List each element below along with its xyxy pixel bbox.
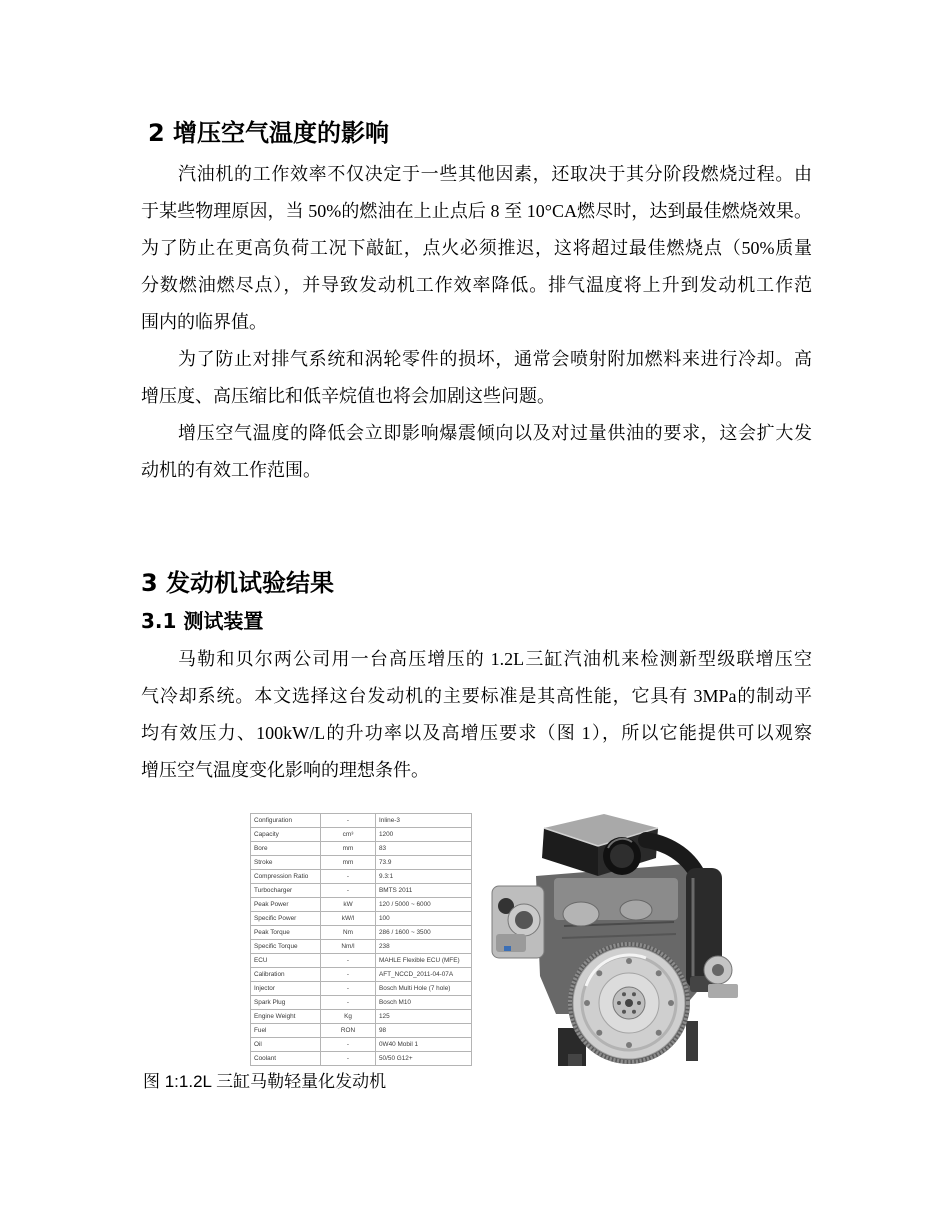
flywheel-hole <box>656 970 662 976</box>
table-cell-parameter: Spark Plug <box>251 996 321 1010</box>
table-cell-unit: - <box>321 968 376 982</box>
engine-mount <box>686 1021 698 1061</box>
table-cell-parameter: Calibration <box>251 968 321 982</box>
table-cell-parameter: Oil <box>251 1038 321 1052</box>
paragraph-line: 增压空气温度的降低会立即影响爆震倾向以及对过量供油的要求，这会扩大发 <box>178 423 812 443</box>
table-cell-value: 125 <box>376 1010 472 1024</box>
table-row <box>251 898 472 912</box>
table-cell-value: Inline-3 <box>376 814 472 828</box>
intake-hose-inner <box>610 844 634 868</box>
section-body <box>141 156 812 489</box>
flywheel-hole <box>596 970 602 976</box>
table-row <box>251 954 472 968</box>
table-cell-value: BMTS 2011 <box>376 884 472 898</box>
table-cell-unit: mm <box>321 842 376 856</box>
table-cell-value: AFT_NCCD_2011-04-07A <box>376 968 472 982</box>
table-row <box>251 884 472 898</box>
table-row <box>251 856 472 870</box>
table-cell-parameter: Peak Torque <box>251 926 321 940</box>
flywheel-bolt <box>617 1001 621 1005</box>
flywheel-bolt <box>637 1001 641 1005</box>
table-cell-parameter: Configuration <box>251 814 321 828</box>
table-cell-value: 0W40 Mobil 1 <box>376 1038 472 1052</box>
wastegate-bracket <box>708 984 738 998</box>
section-heading: 3 发动机试验结果 <box>141 569 335 597</box>
table-row <box>251 982 472 996</box>
paragraph-line: 均有效压力、100kW/L的升功率以及高增压要求（图 1），所以它能提供可以观察 <box>141 723 812 743</box>
paragraph-line: 气冷却系统。本文选择这台发动机的主要标准是其高性能，它具有 3MPa的制动平 <box>141 686 812 706</box>
table-cell-unit: - <box>321 884 376 898</box>
subsection-heading: 3.1 测试装置 <box>141 609 264 633</box>
engine-photo <box>486 806 748 1070</box>
flywheel-hole <box>656 1030 662 1036</box>
figure-caption: 图 1:1.2L 三缸马勒轻量化发动机 <box>143 1072 387 1091</box>
table-cell-parameter: Injector <box>251 982 321 996</box>
table-cell-value: 83 <box>376 842 472 856</box>
table-cell-value: 100 <box>376 912 472 926</box>
table-cell-unit: - <box>321 996 376 1010</box>
flywheel-hole <box>668 1000 674 1006</box>
table-cell-value: Bosch Multi Hole (7 hole) <box>376 982 472 996</box>
flywheel-hole <box>626 958 632 964</box>
table-cell-parameter: Compression Ratio <box>251 870 321 884</box>
table-cell-parameter: Peak Power <box>251 898 321 912</box>
table-row <box>251 926 472 940</box>
section-body <box>141 641 812 789</box>
table-cell-parameter: Turbocharger <box>251 884 321 898</box>
table-cell-unit: - <box>321 870 376 884</box>
section-heading: 2 增压空气温度的影响 <box>148 119 390 147</box>
paragraph-line: 增压度、高压缩比和低辛烷值也将会加剧这些问题。 <box>141 386 555 406</box>
paragraph-line: 汽油机的工作效率不仅决定于一些其他因素，还取决于其分阶段燃烧过程。由 <box>178 164 812 184</box>
table-cell-parameter: Specific Torque <box>251 940 321 954</box>
table-cell-parameter: Coolant <box>251 1052 321 1066</box>
table-cell-value: MAHLE Flexible ECU (MFE) <box>376 954 472 968</box>
spec-table <box>250 813 472 1066</box>
wastegate-center <box>712 964 724 976</box>
table-row <box>251 1038 472 1052</box>
table-cell-value: 9.3:1 <box>376 870 472 884</box>
flywheel-hole <box>596 1030 602 1036</box>
table-cell-unit: mm <box>321 856 376 870</box>
table-cell-unit: - <box>321 1038 376 1052</box>
table-cell-unit: Nm/l <box>321 940 376 954</box>
table-cell-unit: - <box>321 814 376 828</box>
flywheel-bolt <box>632 1010 636 1014</box>
table-cell-unit: - <box>321 1052 376 1066</box>
table-row <box>251 996 472 1010</box>
table-row <box>251 940 472 954</box>
table-cell-value: 120 / 5000 ~ 6000 <box>376 898 472 912</box>
table-cell-parameter: Engine Weight <box>251 1010 321 1024</box>
paragraph <box>141 156 812 341</box>
table-cell-unit: Nm <box>321 926 376 940</box>
flywheel-hole <box>626 1042 632 1048</box>
table-row <box>251 912 472 926</box>
intake-runner <box>620 900 652 920</box>
table-cell-value: 50/50 G12+ <box>376 1052 472 1066</box>
paragraph <box>141 341 812 415</box>
table-cell-unit: - <box>321 954 376 968</box>
paragraph <box>141 415 812 489</box>
table-cell-parameter: Stroke <box>251 856 321 870</box>
table-cell-value: 98 <box>376 1024 472 1038</box>
flywheel-center-bore <box>625 999 633 1007</box>
table-row <box>251 1052 472 1066</box>
table-cell-value: 238 <box>376 940 472 954</box>
table-row <box>251 1010 472 1024</box>
table-row <box>251 870 472 884</box>
table-cell-value: 1200 <box>376 828 472 842</box>
connector <box>504 946 511 951</box>
paragraph-line: 马勒和贝尔两公司用一台高压增压的 1.2L三缸汽油机来检测新型级联增压空 <box>178 649 812 669</box>
table-cell-unit: cm³ <box>321 828 376 842</box>
paragraph-line: 为了防止在更高负荷工况下敲缸，点火必须推迟，这将超过最佳燃烧点（50%质量 <box>141 238 812 258</box>
paragraph-line: 动机的有效工作范围。 <box>141 460 321 480</box>
table-cell-value: 73.9 <box>376 856 472 870</box>
flywheel-bolt <box>632 992 636 996</box>
table-cell-unit: kW <box>321 898 376 912</box>
throttle-bore <box>515 911 533 929</box>
engine-mount-foot <box>568 1054 582 1066</box>
table-cell-value: Bosch M10 <box>376 996 472 1010</box>
intake-runner <box>563 902 599 926</box>
paragraph-line: 为了防止对排气系统和涡轮零件的损坏，通常会喷射附加燃料来进行冷却。高 <box>178 349 812 369</box>
paragraph-line: 围内的临界值。 <box>141 312 267 332</box>
paragraph-line: 于某些物理原因，当 50%的燃油在上止点后 8 至 10°CA燃尽时，达到最佳燃烧效果。 <box>141 201 812 221</box>
table-row <box>251 968 472 982</box>
table-row <box>251 828 472 842</box>
paragraph-line: 增压空气温度变化影响的理想条件。 <box>141 760 429 780</box>
flywheel-hole <box>584 1000 590 1006</box>
table-cell-parameter: Bore <box>251 842 321 856</box>
flywheel-bolt <box>622 1010 626 1014</box>
table-cell-unit: Kg <box>321 1010 376 1024</box>
flywheel-bolt <box>622 992 626 996</box>
table-cell-parameter: ECU <box>251 954 321 968</box>
table-cell-value: 286 / 1600 ~ 3500 <box>376 926 472 940</box>
table-cell-unit: - <box>321 982 376 996</box>
table-cell-unit: kW/l <box>321 912 376 926</box>
table-cell-parameter: Specific Power <box>251 912 321 926</box>
table-cell-parameter: Capacity <box>251 828 321 842</box>
table-cell-parameter: Fuel <box>251 1024 321 1038</box>
table-row <box>251 814 472 828</box>
paragraph <box>141 641 812 789</box>
paragraph-line: 分数燃油燃尽点），并导致发动机工作效率降低。排气温度将上升到发动机工作范 <box>141 275 812 295</box>
table-row <box>251 1024 472 1038</box>
table-cell-unit: RON <box>321 1024 376 1038</box>
table-row <box>251 842 472 856</box>
